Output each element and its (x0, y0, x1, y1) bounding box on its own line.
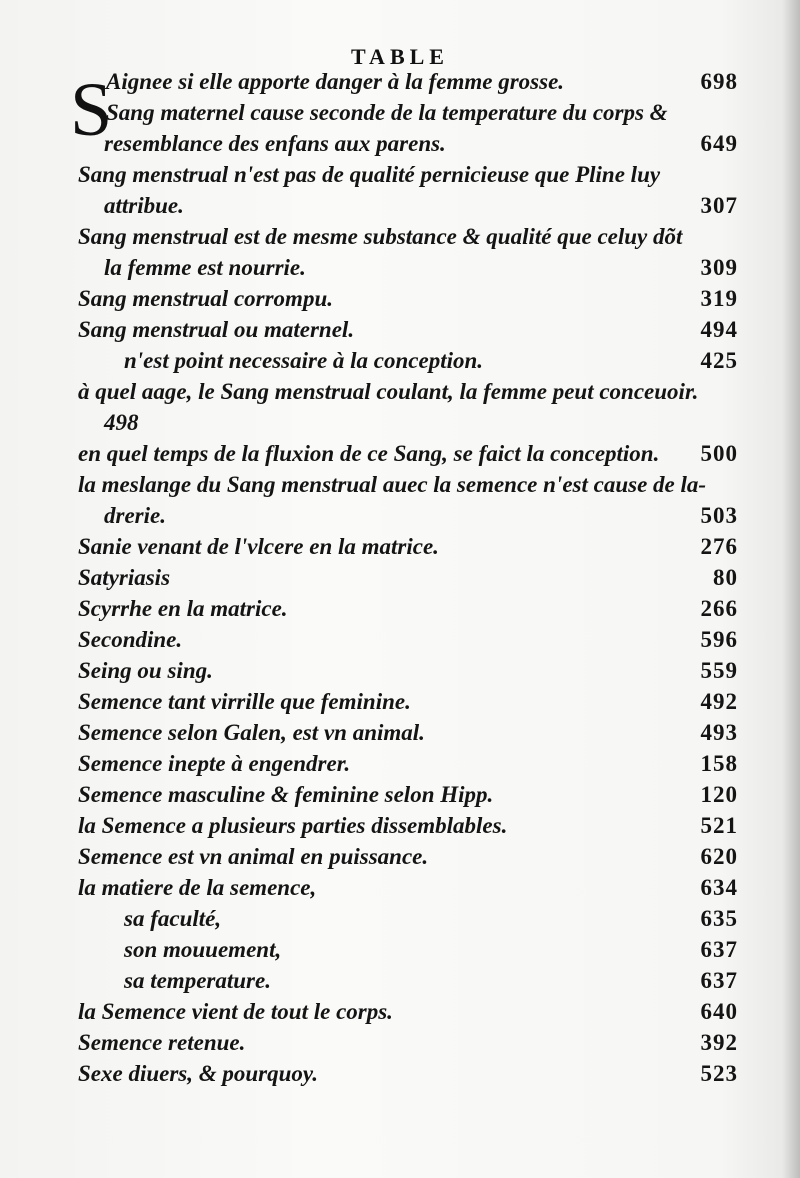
entry-page-number: 620 (700, 844, 738, 869)
entry-page-number: 158 (700, 751, 738, 776)
index-entry (0, 779, 800, 810)
index-entry (0, 903, 800, 934)
index-entry (0, 376, 800, 407)
entry-page-number: 596 (700, 627, 738, 652)
index-entry (0, 252, 800, 283)
entry-page-number: 559 (700, 658, 738, 683)
entry-page-number: 698 (700, 69, 738, 94)
index-entry (0, 624, 800, 655)
entry-text: drerie. (104, 503, 166, 528)
entry-page-number: 319 (700, 286, 738, 311)
entry-text: à quel aage, le Sang menstrual coulant, la femme peut conceuoir. (78, 379, 699, 404)
entry-text: la femme est nourrie. (104, 255, 306, 280)
index-entry (0, 562, 800, 593)
index-entry (0, 872, 800, 903)
entry-page-number: 640 (700, 999, 738, 1024)
index-entry (0, 934, 800, 965)
entry-page-number: 309 (700, 255, 738, 280)
index-entry (0, 1027, 800, 1058)
index-entry (0, 748, 800, 779)
entry-page-number: 503 (700, 503, 738, 528)
index-entry (0, 97, 800, 128)
entry-text: Scyrrhe en la matrice. (78, 596, 288, 621)
entry-text: Seing ou sing. (78, 658, 213, 683)
index-entry (0, 407, 800, 438)
entry-page-number: 637 (700, 968, 738, 993)
entry-page-number: 276 (700, 534, 738, 559)
index-entry (0, 655, 800, 686)
entry-page-number: 635 (700, 906, 738, 931)
entry-page-number: 492 (700, 689, 738, 714)
entry-text: Secondine. (78, 627, 183, 652)
entry-text: Sexe diuers, & pourquoy. (78, 1061, 319, 1086)
index-entry (0, 438, 800, 469)
index-entry (0, 190, 800, 221)
entry-text: attribue. (104, 193, 184, 218)
entry-text: Semence retenue. (78, 1030, 246, 1055)
entry-text: Semence selon Galen, est vn animal. (78, 720, 425, 745)
entry-text: la meslange du Sang menstrual auec la semence n'est cause de la- (78, 472, 707, 497)
entry-page-number: 500 (700, 441, 738, 466)
entry-text: Sang menstrual corrompu. (78, 286, 333, 311)
entry-page-number: 634 (700, 875, 738, 900)
entry-text: resemblance des enfans aux parens. (104, 131, 446, 156)
entry-text: 498 (104, 410, 139, 435)
entry-text: son mouuement, (124, 937, 282, 962)
index-entry (0, 314, 800, 345)
index-entries (0, 66, 800, 1089)
page-header: TABLE (351, 44, 449, 69)
index-entry (0, 283, 800, 314)
index-entry (0, 810, 800, 841)
index-entry (0, 996, 800, 1027)
entry-text: sa faculté, (124, 906, 222, 931)
entry-page-number: 80 (713, 565, 738, 590)
entry-text: Aignee si elle apporte danger à la femme grosse. (106, 69, 565, 94)
entry-text: Semence inepte à engendrer. (78, 751, 351, 776)
entry-text: en quel temps de la fluxion de ce Sang, se faict la conception. (78, 441, 660, 466)
index-entry (0, 1058, 800, 1089)
entry-page-number: 521 (700, 813, 738, 838)
entry-page-number: 266 (700, 596, 738, 621)
entry-page-number: 649 (700, 131, 738, 156)
index-entry (0, 500, 800, 531)
index-entry (0, 686, 800, 717)
entry-page-number: 523 (700, 1061, 738, 1086)
index-entry (0, 965, 800, 996)
entry-page-number: 494 (700, 317, 738, 342)
index-entry (0, 593, 800, 624)
index-entry (0, 841, 800, 872)
entry-page-number: 637 (700, 937, 738, 962)
entry-text: sa temperature. (124, 968, 271, 993)
drop-capital: S (70, 68, 113, 152)
entry-text: la matiere de la semence, (78, 875, 317, 900)
index-entry (0, 159, 800, 190)
index-entry (0, 469, 800, 500)
index-entry (0, 531, 800, 562)
index-entry (0, 128, 800, 159)
entry-text: Sang menstrual est de mesme substance & qualité que celuy dõt (78, 224, 683, 249)
entry-text: n'est point necessaire à la conception. (124, 348, 484, 373)
entry-page-number: 120 (700, 782, 738, 807)
entry-text: Satyriasis (78, 565, 171, 590)
entry-text: Sang menstrual ou maternel. (78, 317, 355, 342)
entry-page-number: 392 (700, 1030, 738, 1055)
entry-page-number: 493 (700, 720, 738, 745)
entry-text: Sang menstrual n'est pas de qualité pernicieuse que Pline luy (78, 162, 661, 187)
entry-page-number: 425 (700, 348, 738, 373)
index-entry (0, 221, 800, 252)
entry-text: Sang maternel cause seconde de la temperature du corps & (106, 100, 668, 125)
index-entry (0, 66, 800, 97)
entry-text: la Semence a plusieurs parties dissemblables. (78, 813, 508, 838)
entry-text: Semence masculine & feminine selon Hipp. (78, 782, 494, 807)
index-entry (0, 345, 800, 376)
index-entry (0, 717, 800, 748)
entry-text: Semence tant virrille que feminine. (78, 689, 411, 714)
entry-text: Semence est vn animal en puissance. (78, 844, 429, 869)
entry-text: Sanie venant de l'vlcere en la matrice. (78, 534, 439, 559)
entry-text: la Semence vient de tout le corps. (78, 999, 393, 1024)
entry-page-number: 307 (700, 193, 738, 218)
